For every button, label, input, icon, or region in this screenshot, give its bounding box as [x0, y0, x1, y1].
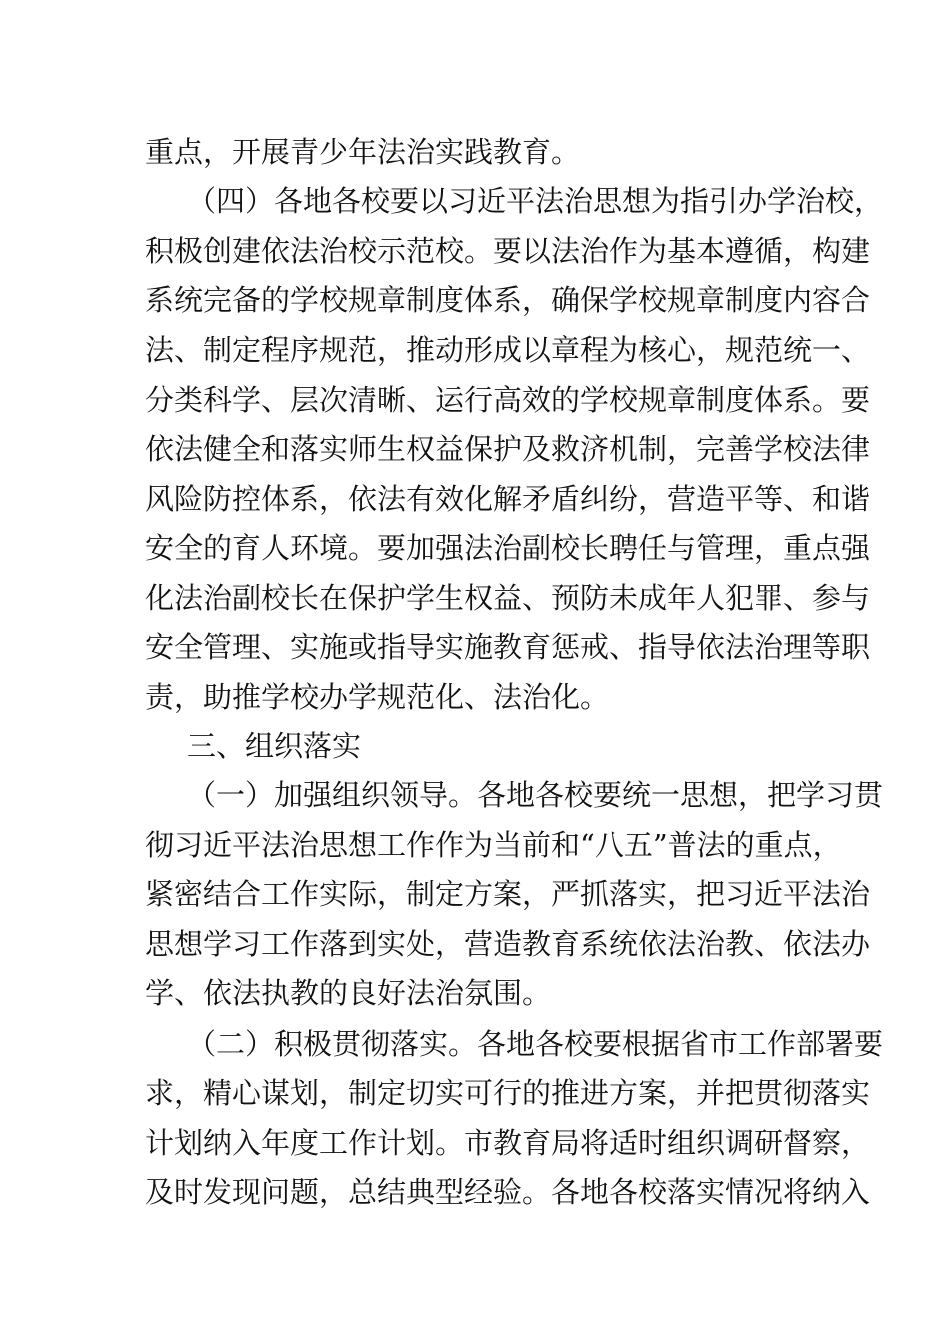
line-text: 求，精心谋划，制定切实可行的推进方案，并把贯彻落实 [145, 1076, 871, 1110]
text-line [0, 627, 950, 667]
paragraph-4-heading [0, 181, 950, 221]
text-line [0, 429, 950, 469]
text-line [0, 1172, 950, 1212]
line-text: 安全管理、实施或指导实施教育惩戒、指导依法治理等职 [145, 630, 871, 664]
text-line [0, 1123, 950, 1163]
text-line [0, 132, 950, 172]
text-line [0, 231, 950, 271]
line-text: 学、依法执教的良好法治氛围。 [145, 976, 552, 1010]
text-line [0, 578, 950, 618]
line-text: 责，助推学校办学规范化、法治化。 [145, 680, 610, 714]
line-text: 积极创建依法治校示范校。要以法治作为基本遵循，构建 [145, 234, 871, 268]
paragraph-2-heading [0, 1024, 950, 1064]
line-text: （四）各地各校要以习近平法治思想为指引办学治校， [187, 184, 884, 218]
text-line [0, 677, 950, 717]
line-text: 安全的育人环境。要加强法治副校长聘任与管理，重点强 [145, 531, 871, 565]
text-line [0, 874, 950, 914]
line-text: 紧密结合工作实际，制定方案，严抓落实，把习近平法治 [145, 877, 871, 911]
line-text: 及时发现问题，总结典型经验。各地各校落实情况将纳入 [145, 1175, 871, 1209]
line-text: 彻习近平法治思想工作作为当前和“八五”普法的重点， [145, 828, 842, 862]
line-text: （二）积极贯彻落实。各地各校要根据省市工作部署要 [187, 1027, 884, 1061]
text-line [0, 973, 950, 1013]
line-text: 风险防控体系，依法有效化解矛盾纠纷，营造平等、和谐 [145, 482, 871, 516]
text-line [0, 380, 950, 420]
text-line [0, 330, 950, 370]
line-text: 系统完备的学校规章制度体系，确保学校规章制度内容合 [145, 283, 871, 317]
line-text: 分类科学、层次清晰、运行高效的学校规章制度体系。要 [145, 383, 871, 417]
text-line [0, 924, 950, 964]
section-heading-3 [0, 726, 950, 766]
paragraph-1-heading [0, 775, 950, 815]
line-text: 重点，开展青少年法治实践教育。 [145, 135, 581, 169]
line-text: （一）加强组织领导。各地各校要统一思想，把学习贯 [187, 778, 884, 812]
text-line [0, 528, 950, 568]
line-text: 法、制定程序规范，推动形成以章程为核心，规范统一、 [145, 333, 871, 367]
line-text: 依法健全和落实师生权益保护及救济机制，完善学校法律 [145, 432, 871, 466]
line-text: 三、组织落实 [187, 729, 362, 763]
text-line [0, 825, 950, 865]
line-text: 化法治副校长在保护学生权益、预防未成年人犯罪、参与 [145, 581, 871, 615]
line-text: 计划纳入年度工作计划。市教育局将适时组织调研督察， [145, 1126, 871, 1160]
text-line [0, 1073, 950, 1113]
line-text: 思想学习工作落到实处，营造教育系统依法治教、依法办 [145, 927, 871, 961]
text-line [0, 280, 950, 320]
text-line [0, 479, 950, 519]
